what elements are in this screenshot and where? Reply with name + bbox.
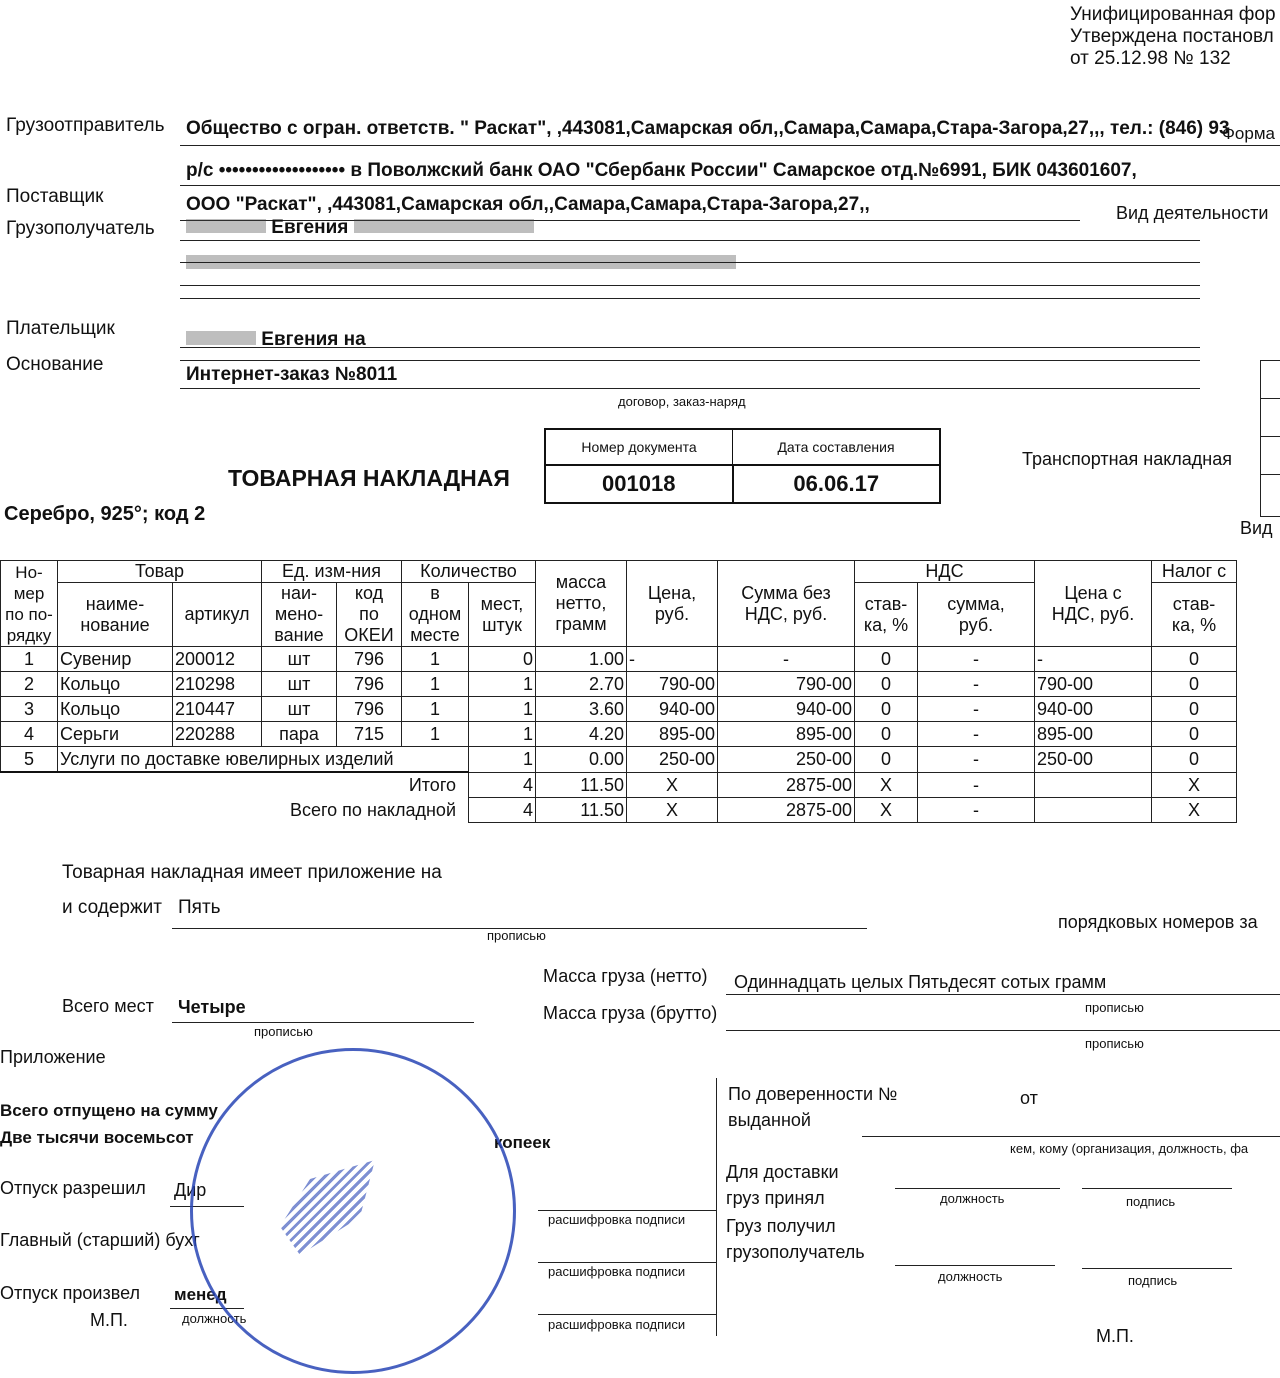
made-label: Отпуск произвел: [0, 1283, 141, 1303]
consignee-line: [180, 240, 1200, 241]
form-title: Унифицированная фор: [1070, 4, 1276, 25]
th-qty-place: в одном месте: [402, 583, 469, 647]
cell-per: 1: [402, 647, 469, 672]
redacted-text: [186, 331, 256, 345]
places-label: Всего мест: [62, 996, 154, 1016]
th-num: Но- мер по по- рядку: [1, 561, 58, 647]
cell-price: 250-00: [627, 747, 718, 773]
grand-total-row: [1, 797, 1237, 822]
cell-places: 1: [469, 722, 536, 747]
cell-unit: шт: [262, 697, 337, 722]
cell-unit: шт: [262, 647, 337, 672]
grand-tax-rate: X: [1152, 797, 1237, 822]
decode-caption-2: расшифровка подписи: [548, 1264, 686, 1279]
th-nds: НДС: [855, 561, 1035, 583]
basis-caption: договор, заказ-наряд: [618, 394, 746, 409]
th-qty: Количество: [402, 561, 536, 583]
cell-price-nds: 940-00: [1035, 697, 1152, 722]
cell-num: 5: [1, 747, 58, 773]
consignee-label: Грузополучатель: [6, 218, 155, 239]
grand-rate: X: [855, 797, 918, 822]
total-sum: 2875-00: [718, 772, 855, 797]
extra-line: [180, 285, 1200, 286]
table-row: [1, 647, 1237, 672]
cell-sum: 790-00: [718, 672, 855, 697]
th-unit-name: наи- мено- вание: [262, 583, 337, 647]
cell-places: 0: [469, 647, 536, 672]
position-caption-2: должность: [938, 1269, 1003, 1284]
payer-label: Плательщик: [6, 318, 115, 339]
mass-net-value: Одиннадцать целых Пятьдесят сотых грамм: [734, 972, 1107, 992]
activity-label: Вид деятельности: [1116, 203, 1269, 223]
accepted-label-1: Для доставки: [726, 1162, 839, 1182]
cell-sum: 940-00: [718, 697, 855, 722]
th-price: Цена, руб.: [627, 561, 718, 647]
allowed-position: Дир: [174, 1180, 207, 1200]
cell-per: 1: [402, 672, 469, 697]
cell-price: -: [627, 647, 718, 672]
cell-price: 790-00: [627, 672, 718, 697]
grand-mass: 11.50: [536, 797, 627, 822]
cell-name: Кольцо: [58, 672, 173, 697]
allowed-label: Отпуск разрешил: [0, 1178, 146, 1198]
allowed-sign-line: [538, 1210, 716, 1211]
cell-rate: 0: [855, 722, 918, 747]
accepted-label-2: груз принял: [726, 1188, 825, 1208]
issued-caption: кем, кому (организация, должность, фа: [1010, 1141, 1249, 1156]
total-ndssum: -: [918, 772, 1035, 797]
th-unit-code: код по ОКЕИ: [337, 583, 402, 647]
cell-rate: 0: [855, 747, 918, 773]
table-row: [1, 747, 1237, 773]
mass-net-line: [726, 994, 1280, 995]
propis-caption-2: прописью: [1085, 1000, 1144, 1015]
grand-price-nds: [1035, 797, 1152, 822]
payer-line-2: [180, 360, 1200, 361]
cell-sum: -: [718, 647, 855, 672]
codes-line: [1260, 436, 1280, 437]
th-nds-sum: сумма, руб.: [918, 583, 1035, 647]
cell-price-nds: 790-00: [1035, 672, 1152, 697]
issued-line: [862, 1136, 1280, 1137]
cell-name: Сувенир: [58, 647, 173, 672]
doc-number-label: Номер документа: [545, 429, 733, 465]
payer-line: [180, 347, 1200, 348]
total-tax-rate: X: [1152, 772, 1237, 797]
transport-label: Транспортная накладная: [1022, 449, 1233, 469]
codes-box: [1260, 360, 1280, 517]
received-label-1: Груз получил: [726, 1216, 836, 1236]
grand-label: Всего по накладной: [289, 799, 456, 820]
forma-label: Форма: [1222, 124, 1275, 143]
mp-right: М.П.: [1096, 1326, 1134, 1346]
cell-okei: 715: [337, 722, 402, 747]
cell-price-nds: -: [1035, 647, 1152, 672]
doc-number: 001018: [545, 465, 733, 503]
cell-art: 200012: [173, 647, 262, 672]
total-price-nds: [1035, 772, 1152, 797]
attach-text: Товарная накладная имеет приложение на: [62, 862, 442, 883]
mass-gross-label: Масса груза (брутто): [543, 1003, 718, 1023]
signature-caption-2: подпись: [1128, 1273, 1178, 1288]
cell-okei: 796: [337, 647, 402, 672]
cell-price-nds: 250-00: [1035, 747, 1152, 773]
mass-gross-line: [726, 1030, 1280, 1031]
shipper-line: [180, 145, 1280, 146]
cell-art: 210298: [173, 672, 262, 697]
divider: [716, 1078, 717, 1336]
propis-caption-4: прописью: [254, 1024, 313, 1039]
codes-line: [1260, 474, 1280, 475]
places-line: [172, 1022, 474, 1023]
contains-label: и содержит: [62, 897, 163, 918]
cell-mass: 4.20: [536, 722, 627, 747]
cell-art: 210447: [173, 697, 262, 722]
grand-places: 4: [469, 797, 536, 822]
cell-places: 1: [469, 672, 536, 697]
received-sign-line: [1082, 1268, 1232, 1269]
chief-sign-line: [538, 1262, 716, 1263]
made-position: менед: [174, 1285, 227, 1304]
cell-ndssum: -: [918, 672, 1035, 697]
basis-value: Интернет-заказ №8011: [186, 364, 398, 385]
total-rate: X: [855, 772, 918, 797]
cell-okei: 796: [337, 672, 402, 697]
doc-number-box: [544, 428, 941, 504]
cell-ndssum: -: [918, 647, 1035, 672]
basis-line: [180, 388, 1200, 389]
signature-caption: подпись: [1126, 1194, 1176, 1209]
th-sum: Сумма без НДС, руб.: [718, 561, 855, 647]
total-mass: 11.50: [536, 772, 627, 797]
th-goods-name: наиме- нование: [58, 583, 173, 647]
kopeek: копеек: [494, 1133, 551, 1152]
propis-caption: прописью: [487, 928, 546, 943]
cell-mass: 2.70: [536, 672, 627, 697]
supplier-value: ООО "Раскат", ,443081,Самарская обл,,Самара,Самара,Стара-Загора,27,,: [186, 194, 870, 215]
th-goods-art: артикул: [173, 583, 262, 647]
shipper-label: Грузоотправитель: [6, 115, 165, 136]
cell-art: 220288: [173, 722, 262, 747]
form-date: от 25.12.98 № 132: [1070, 48, 1231, 69]
cell-per: 1: [402, 722, 469, 747]
received-position-line: [895, 1265, 1055, 1266]
bank-line: [180, 185, 1280, 186]
grand-price: X: [627, 797, 718, 822]
cell-name: Серьги: [58, 722, 173, 747]
grand-ndssum: -: [918, 797, 1035, 822]
cell-num: 4: [1, 722, 58, 747]
cell-name: Кольцо: [58, 697, 173, 722]
th-qty-places: мест, штук: [469, 583, 536, 647]
th-goods: Товар: [58, 561, 262, 583]
cell-name: Услуги по доставке ювелирных изделий: [58, 747, 469, 773]
vid-label: Вид: [1240, 518, 1273, 538]
issued-label: выданной: [728, 1110, 811, 1130]
cell-rate: 0: [855, 697, 918, 722]
appendix-label: Приложение: [0, 1047, 106, 1067]
mp-left: М.П.: [90, 1310, 128, 1330]
released-sum: Всего отпущено на сумму: [0, 1101, 218, 1120]
total-price: X: [627, 772, 718, 797]
table-row: [1, 722, 1237, 747]
table-row: [1, 697, 1237, 722]
made-sign-line: [538, 1314, 716, 1315]
total-row: [1, 772, 1237, 797]
cell-tax-rate: 0: [1152, 647, 1237, 672]
consignee-value: Евгения: [186, 217, 534, 239]
doc-subtitle: Серебро, 925°; код 2: [4, 503, 206, 525]
decode-caption: расшифровка подписи: [548, 1212, 686, 1227]
consignee-address: [186, 255, 736, 274]
cell-places: 1: [469, 747, 536, 773]
doc-date-label: Дата составления: [733, 429, 941, 465]
th-unit: Ед. изм-ния: [262, 561, 402, 583]
address-line: [180, 262, 1200, 263]
sum-words: Две тысячи восемьсот: [0, 1128, 194, 1147]
table-row: [1, 672, 1237, 697]
form-approval: Утверждена постановл: [1070, 26, 1274, 47]
cell-tax-rate: 0: [1152, 672, 1237, 697]
doc-date: 06.06.17: [733, 465, 941, 503]
th-price-nds: Цена с НДС, руб.: [1035, 561, 1152, 647]
cell-tax-rate: 0: [1152, 722, 1237, 747]
cell-per: 1: [402, 697, 469, 722]
shipper-value: Общество с огран. ответств. " Раскат", ,443081,Самарская обл,,Самара,Самара,Стара-Загора,27,,, тел.: (846) 93: [186, 118, 1230, 139]
cell-unit: шт: [262, 672, 337, 697]
cell-sum: 250-00: [718, 747, 855, 773]
supplier-label: Поставщик: [6, 186, 104, 207]
th-tax-rate: став- ка, %: [1152, 583, 1237, 647]
basis-label: Основание: [6, 354, 104, 375]
propis-caption-3: прописью: [1085, 1036, 1144, 1051]
payer-value: Евгения на: [186, 329, 366, 351]
total-places: 4: [469, 772, 536, 797]
th-tax: Налог с: [1152, 561, 1237, 583]
grand-sum: 2875-00: [718, 797, 855, 822]
cell-unit: пара: [262, 722, 337, 747]
cell-tax-rate: 0: [1152, 697, 1237, 722]
proxy-from: от: [1020, 1088, 1038, 1108]
contains-value: Пять: [178, 897, 221, 918]
cell-mass: 1.00: [536, 647, 627, 672]
mass-net-label: Масса груза (нетто): [543, 966, 708, 986]
cell-ndssum: -: [918, 697, 1035, 722]
places-value: Четыре: [178, 997, 246, 1017]
doc-title: ТОВАРНАЯ НАКЛАДНАЯ: [228, 465, 510, 491]
cell-price: 940-00: [627, 697, 718, 722]
cell-tax-rate: 0: [1152, 747, 1237, 773]
shipper-bank: р/с ••••••••••••••••••• в Поволжский банк ОАО "Сбербанк России" Самарское отд.№6991, БИК 043601607,: [186, 160, 1137, 181]
goods-table: [0, 560, 1237, 823]
codes-line: [1260, 398, 1280, 399]
cell-ndssum: -: [918, 722, 1035, 747]
cell-places: 1: [469, 697, 536, 722]
proxy-label: По доверенности №: [728, 1084, 898, 1104]
chief-label: Главный (старший) бухг: [0, 1230, 200, 1250]
position-caption: должность: [940, 1191, 1005, 1206]
cell-ndssum: -: [918, 747, 1035, 773]
order-nums: порядковых номеров за: [1058, 912, 1258, 932]
cell-rate: 0: [855, 647, 918, 672]
cell-mass: 0.00: [536, 747, 627, 773]
accepted-position-line: [895, 1188, 1060, 1189]
cell-num: 2: [1, 672, 58, 697]
redacted-text: [186, 219, 266, 233]
dolzh-caption: должность: [182, 1311, 247, 1326]
extra-line-2: [180, 298, 1200, 299]
cell-sum: 895-00: [718, 722, 855, 747]
total-label: Итого: [1, 772, 469, 797]
received-label-2: грузополучатель: [726, 1242, 865, 1262]
cell-rate: 0: [855, 672, 918, 697]
cell-num: 3: [1, 697, 58, 722]
cell-mass: 3.60: [536, 697, 627, 722]
accepted-sign-line: [1082, 1188, 1232, 1189]
th-mass: масса нетто, грамм: [536, 561, 627, 647]
cell-num: 1: [1, 647, 58, 672]
cell-price: 895-00: [627, 722, 718, 747]
redacted-text: [354, 219, 534, 233]
decode-caption-3: расшифровка подписи: [548, 1317, 686, 1332]
cell-okei: 796: [337, 697, 402, 722]
cell-price-nds: 895-00: [1035, 722, 1152, 747]
th-nds-rate: став- ка, %: [855, 583, 918, 647]
